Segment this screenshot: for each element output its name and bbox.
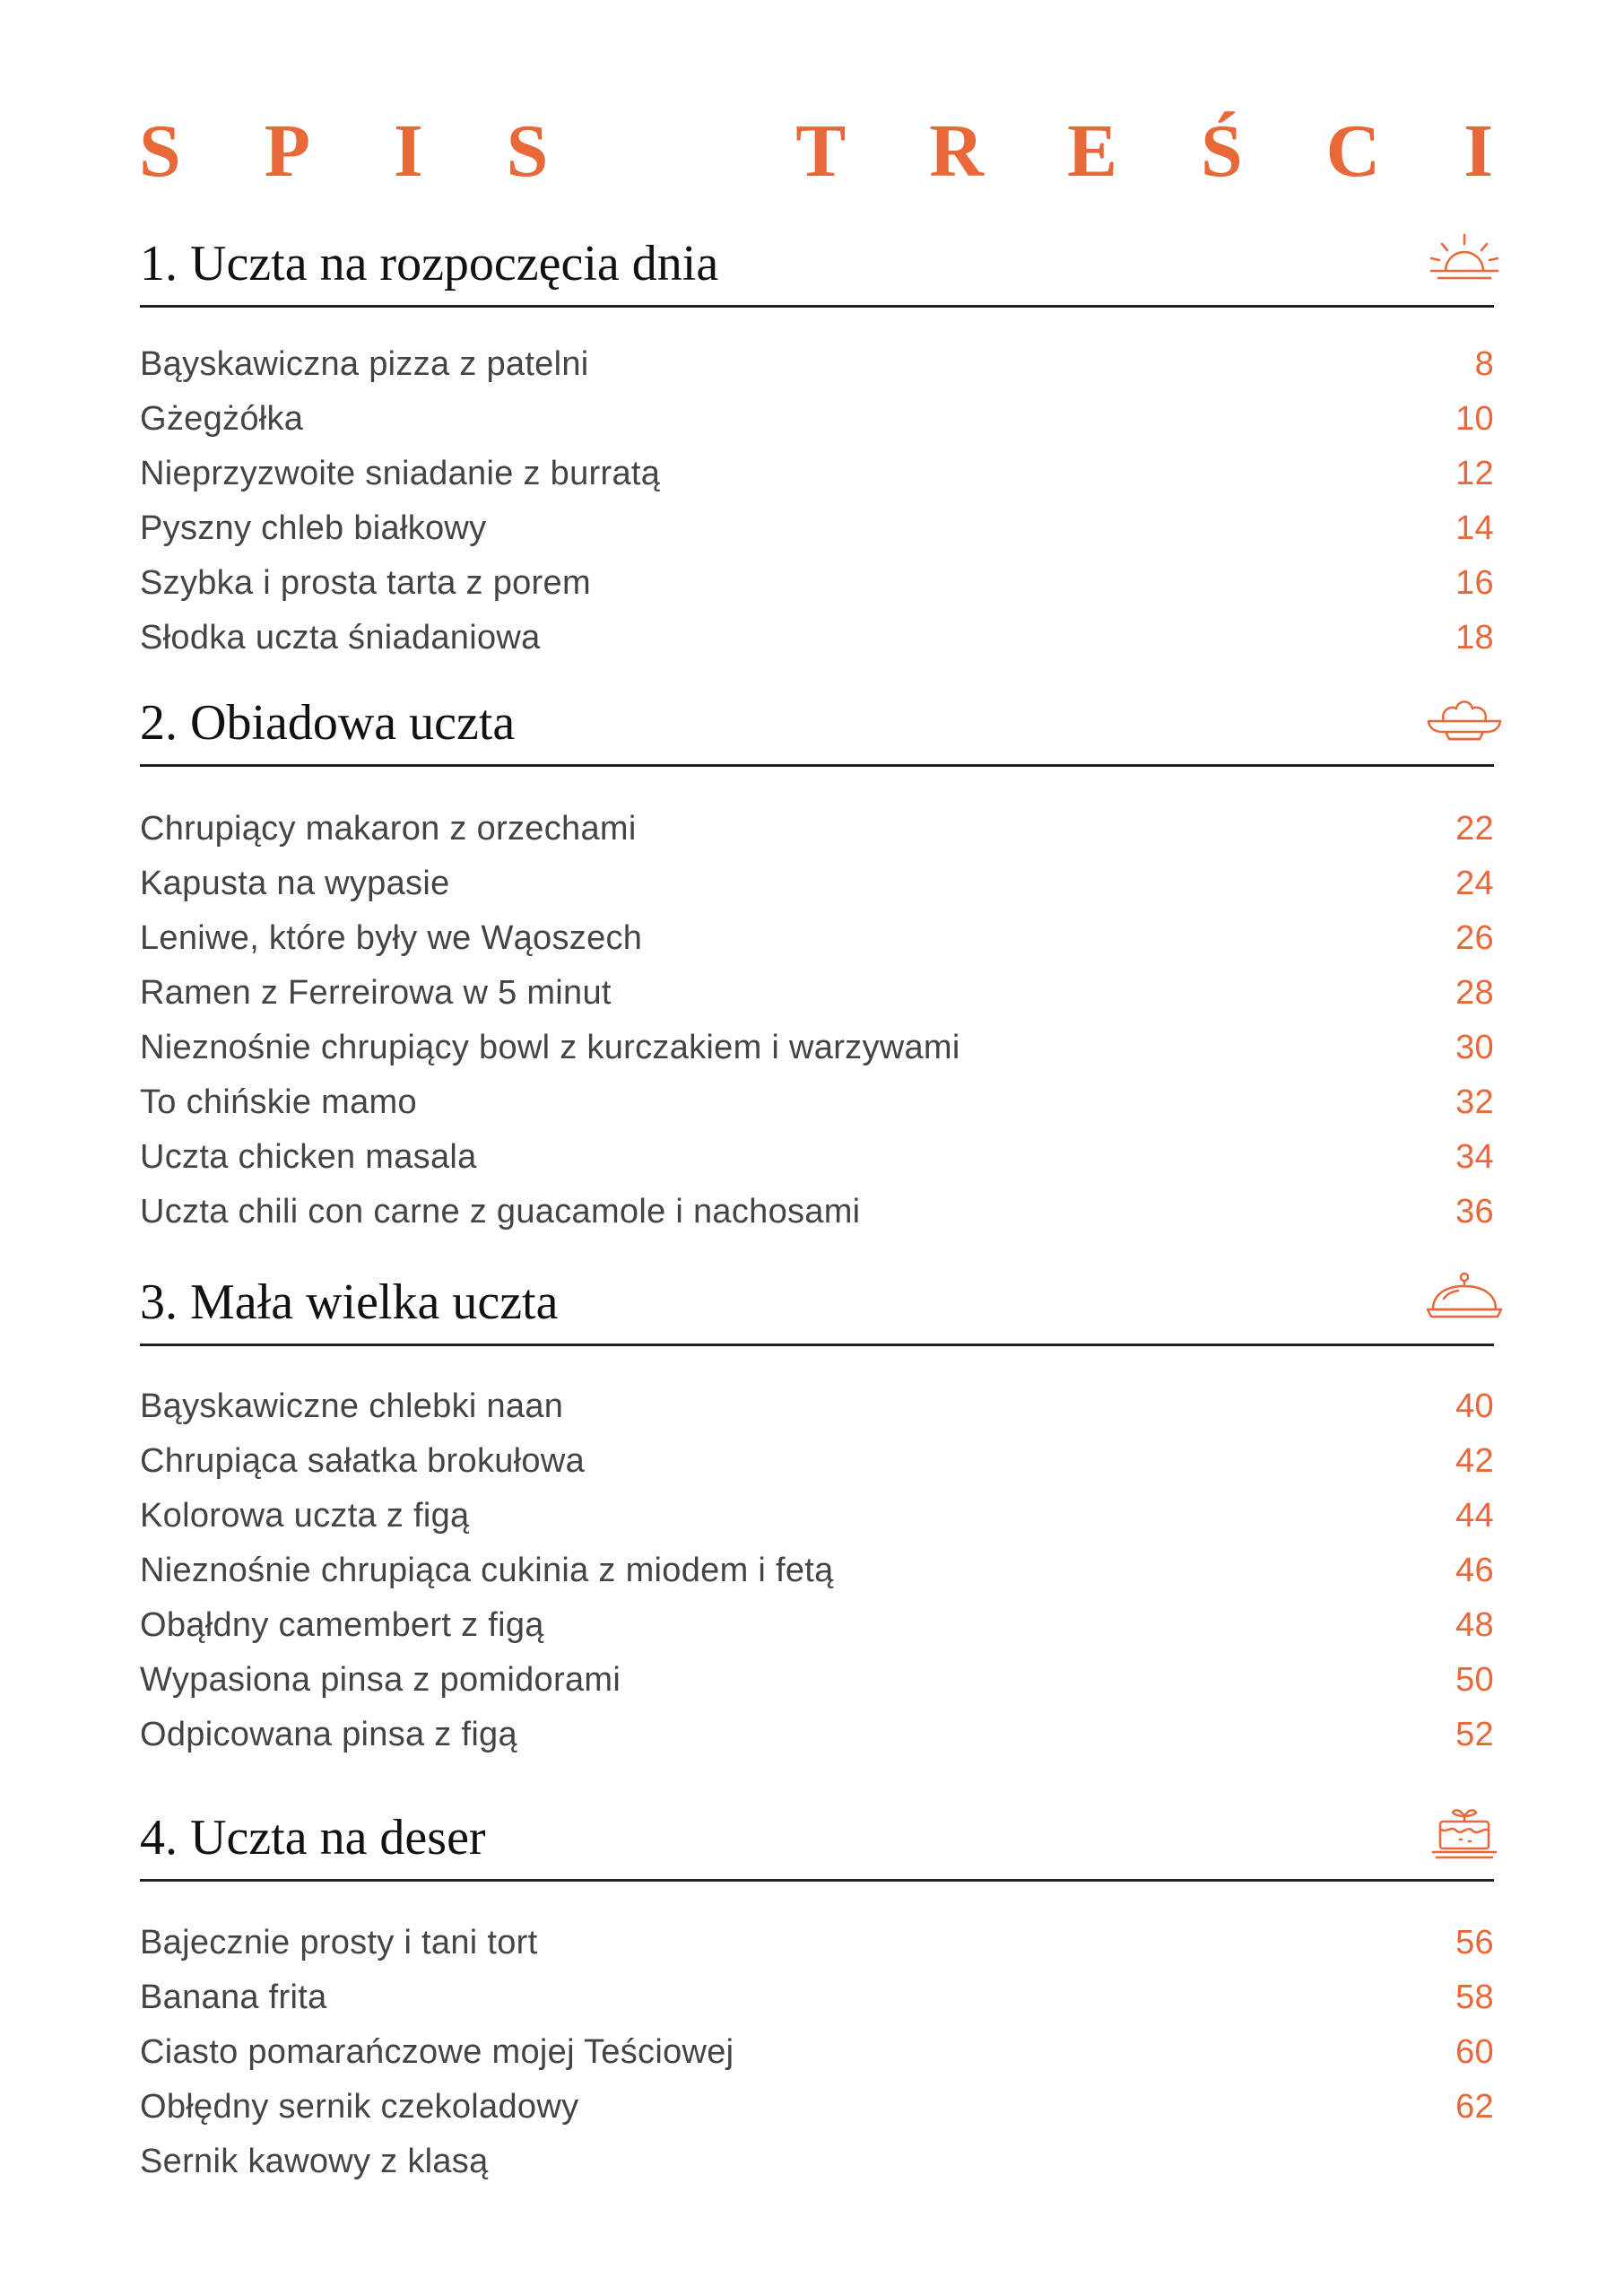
title-letter: P — [264, 109, 310, 193]
toc-entry[interactable] — [140, 1974, 1494, 2021]
entry-title: Leniwe, które były we Wąoszech — [140, 918, 643, 957]
toc-entry[interactable] — [140, 341, 1494, 387]
toc-entry[interactable] — [140, 1188, 1494, 1235]
title-letter: S — [139, 109, 181, 193]
entry-title: Odpicowana pinsa z figą — [140, 1715, 517, 1753]
section-header — [140, 1798, 1494, 1882]
page-number: 62 — [1455, 2087, 1494, 2126]
entry-title: Wypasiona pinsa z pomidorami — [140, 1660, 621, 1699]
page-number: 58 — [1455, 1978, 1494, 2016]
toc-entry[interactable] — [140, 2083, 1494, 2130]
entry-title: Nieznośnie chrupiący bowl z kurczakiem i warzywami — [140, 1028, 960, 1066]
section-header — [140, 224, 1494, 308]
section-title: 4. Uczta na deser — [140, 1810, 486, 1866]
page-number: 24 — [1455, 864, 1494, 902]
title-letter: E — [1066, 109, 1117, 193]
entry-title: Słodka uczta śniadaniowa — [140, 618, 541, 657]
section-header — [140, 1263, 1494, 1346]
page-number: 22 — [1455, 809, 1494, 848]
title-letter: Ś — [1200, 109, 1243, 193]
cloche-icon — [1424, 1266, 1505, 1329]
toc-entry[interactable] — [140, 805, 1494, 852]
page-number: 44 — [1455, 1496, 1494, 1535]
dish-icon — [1424, 687, 1505, 750]
toc-entry[interactable] — [140, 1547, 1494, 1594]
entry-title: Chrupiący makaron z orzechami — [140, 809, 637, 848]
page-number: 48 — [1455, 1605, 1494, 1644]
section-title: 1. Uczta na rozpoczęcia dnia — [140, 236, 719, 291]
page-number: 42 — [1455, 1441, 1494, 1480]
page-number: 34 — [1455, 1137, 1494, 1176]
entry-title: To chińskie mamo — [140, 1083, 417, 1121]
page-number: 40 — [1455, 1387, 1494, 1425]
toc-entry[interactable] — [140, 2138, 1494, 2185]
title-letter: S — [506, 109, 549, 193]
entry-title: Sernik kawowy z klasą — [140, 2142, 489, 2180]
toc-entry[interactable] — [140, 1711, 1494, 1758]
toc-entry[interactable] — [140, 860, 1494, 907]
entry-title: Kapusta na wypasie — [140, 864, 450, 902]
title-letter: T — [795, 109, 847, 193]
entry-title: Uczta chicken masala — [140, 1137, 477, 1176]
toc-entry[interactable] — [140, 1024, 1494, 1071]
page-number: 30 — [1455, 1028, 1494, 1066]
section-header — [140, 683, 1494, 767]
entry-title: Uczta chili con carne z guacamole i nachosami — [140, 1192, 861, 1231]
page-number: 10 — [1455, 399, 1494, 438]
entry-title: Pyszny chleb białkowy — [140, 509, 487, 547]
entry-title: Bąyskawiczna pizza z patelni — [140, 344, 589, 383]
page-number: 56 — [1455, 1923, 1494, 1961]
page-number: 16 — [1455, 563, 1494, 602]
entry-title: Ramen z Ferreirowa w 5 minut — [140, 973, 612, 1012]
page-number: 28 — [1455, 973, 1494, 1012]
toc-entry[interactable] — [140, 614, 1494, 661]
page-number: 32 — [1455, 1083, 1494, 1121]
page-number: 8 — [1474, 344, 1494, 383]
entry-title: Bąyskawiczne chlebki naan — [140, 1387, 564, 1425]
title-letter: C — [1325, 109, 1381, 193]
entry-title: Nieznośnie chrupiąca cukinia z miodem i fetą — [140, 1551, 834, 1589]
toc-entry[interactable] — [140, 1919, 1494, 1966]
page-number: 60 — [1455, 2032, 1494, 2071]
section-title: 2. Obiadowa uczta — [140, 695, 516, 751]
toc-entry[interactable] — [140, 1079, 1494, 1126]
toc-entry[interactable] — [140, 2029, 1494, 2075]
entry-title: Gżegżółka — [140, 399, 304, 438]
entry-title: Bajecznie prosty i tani tort — [140, 1923, 538, 1961]
toc-entry[interactable] — [140, 1383, 1494, 1430]
toc-entry[interactable] — [140, 396, 1494, 442]
title-letter: I — [1463, 109, 1493, 193]
entry-title: Kolorowa uczta z figą — [140, 1496, 470, 1535]
toc-entry[interactable] — [140, 505, 1494, 552]
page-number: 26 — [1455, 918, 1494, 957]
page-number: 14 — [1455, 509, 1494, 547]
page-title — [139, 106, 1493, 196]
cake-icon — [1424, 1802, 1505, 1865]
page-number: 50 — [1455, 1660, 1494, 1699]
entry-title: Nieprzyzwoite sniadanie z burratą — [140, 454, 661, 492]
toc-entry[interactable] — [140, 1492, 1494, 1539]
page-number: 52 — [1455, 1715, 1494, 1753]
toc-entry[interactable] — [140, 1438, 1494, 1484]
entry-title: Chrupiąca sałatka brokułowa — [140, 1441, 586, 1480]
page-number: 36 — [1455, 1192, 1494, 1231]
entry-title: Szybka i prosta tarta z porem — [140, 563, 591, 602]
toc-entry[interactable] — [140, 560, 1494, 606]
page-number: 12 — [1455, 454, 1494, 492]
entry-title: Banana frita — [140, 1978, 327, 2016]
entry-title: Ciasto pomarańczowe mojej Teściowej — [140, 2032, 734, 2071]
title-letter: I — [393, 109, 423, 193]
toc-entry[interactable] — [140, 915, 1494, 961]
toc-entry[interactable] — [140, 1134, 1494, 1180]
toc-entry[interactable] — [140, 1602, 1494, 1648]
page-number: 46 — [1455, 1551, 1494, 1589]
title-letter: R — [929, 109, 984, 193]
section-title: 3. Mała wielka uczta — [140, 1274, 559, 1330]
toc-entry[interactable] — [140, 450, 1494, 497]
toc-entry[interactable] — [140, 1657, 1494, 1703]
entry-title: Obłędny sernik czekoladowy — [140, 2087, 579, 2126]
page-number: 18 — [1455, 618, 1494, 657]
toc-entry[interactable] — [140, 970, 1494, 1016]
sunrise-icon — [1424, 228, 1505, 291]
entry-title: Obąłdny camembert z figą — [140, 1605, 544, 1644]
